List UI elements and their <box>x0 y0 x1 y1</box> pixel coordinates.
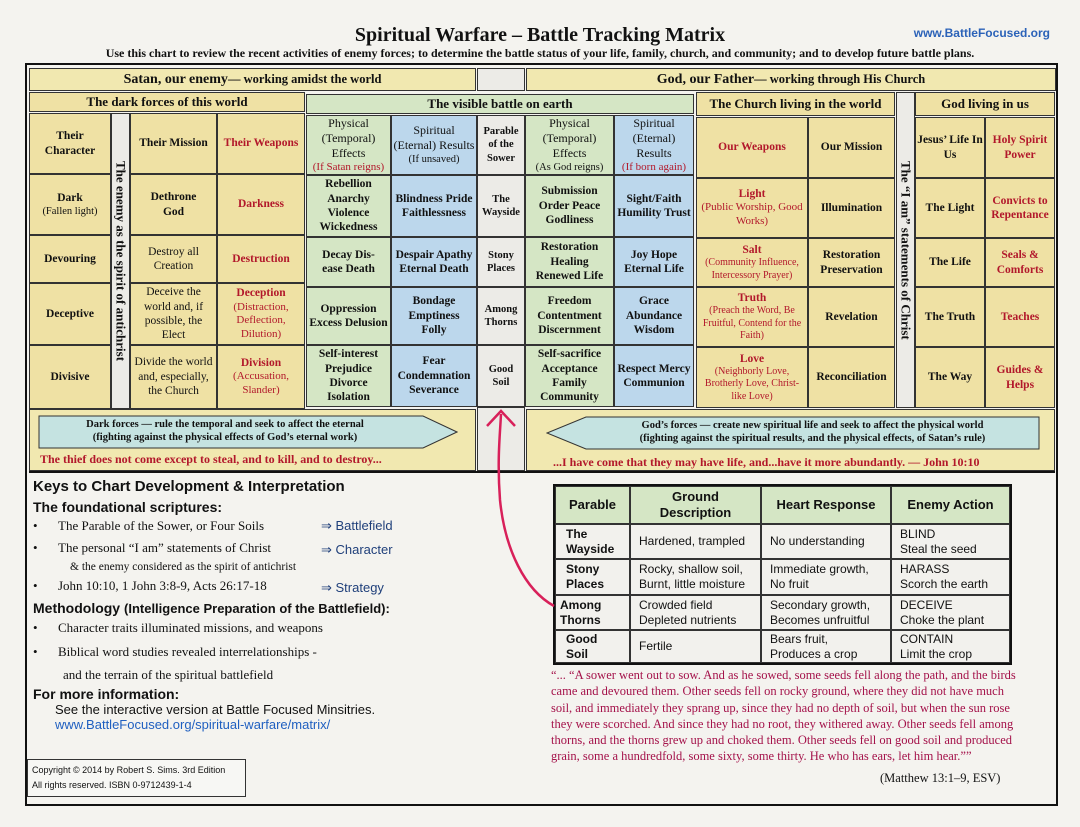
row4-physical-left-text: Self-interest Prejudice Divorce Isolation <box>318 348 379 404</box>
row3-our-weapon-sub: (Preach the Word, Be Fruitful, Contend for the Faith) <box>702 305 802 342</box>
row1-character-text: Dark <box>57 191 83 204</box>
antichrist-vertical-label: The enemy as the spirit of antichrist <box>111 113 130 409</box>
row4-spiritual-right-text: Respect Mercy Communion <box>617 362 691 389</box>
table-row1-enemy-detail: Steal the seed <box>900 541 977 556</box>
method-item-1: • Character traits illuminated missions, and weapons <box>33 620 323 635</box>
header-weapons: Their Weapons <box>217 113 305 174</box>
right-arrow-text: God’s forces — create new spiritual life and seek to affect the physical world <box>641 420 984 432</box>
table-row3-enemy <box>891 595 1010 630</box>
row2-mission-text: Destroy all Creation <box>148 245 199 272</box>
table-row2-enemy <box>891 559 1010 595</box>
header-our-weapons: Our Weapons <box>696 117 808 178</box>
row3-spirit: Teaches <box>985 287 1055 347</box>
row3-spiritual-right-text: Grace Abundance Wisdom <box>625 295 683 337</box>
row3-physical-right-text: Freedom Contentment Discernment <box>537 295 602 337</box>
row1-our-mission: Illumination <box>808 178 895 238</box>
keys-section <box>33 478 503 732</box>
row1-our-weapon <box>696 178 808 238</box>
god-title-suffix: — working through His Church <box>754 72 926 86</box>
section-church: The Church living in the world <box>696 92 895 116</box>
row2-jesus: The Life <box>915 238 985 287</box>
row2-our-weapon-text: Salt <box>742 243 762 256</box>
row4-jesus: The Way <box>915 347 985 408</box>
god-title: God, our Father <box>656 71 755 87</box>
key-item-note: & the enemy considered as the spirit of antichrist <box>70 561 297 573</box>
table-row1-ground: Hardened, trampled <box>630 524 761 559</box>
row2-our-weapon-sub: (Community Influence, Intercessory Prayer) <box>705 257 799 281</box>
red-curve-arrow <box>470 400 560 620</box>
center-gap <box>477 68 525 91</box>
row4-mission-text: Divide the world and, especially, the Church <box>134 356 213 398</box>
row3-our-weapon-text: Truth <box>737 292 767 305</box>
row2-spiritual-left-text: Despair Apathy Eternal Death <box>395 248 473 275</box>
row4-weapons <box>217 345 305 409</box>
row2-character: Devouring <box>29 235 111 283</box>
row2-spiritual-right <box>614 237 694 287</box>
methodology-heading <box>33 600 503 616</box>
satan-banner <box>29 68 476 91</box>
header-spiritual-right-text: Spiritual (Eternal) Results <box>632 115 676 160</box>
section-dark-forces: The dark forces of this world <box>29 92 305 112</box>
key-item-1: • The Parable of the Sower, or Four Soils ⇒ Battlefield <box>33 518 393 533</box>
row3-spiritual-right <box>614 287 694 345</box>
row1-physical-right <box>525 175 614 237</box>
verse-right: ...I have come that they may have life, and...have it more abundantly. — John 10:10 <box>553 455 980 469</box>
key-item-3: • John 10:10, 1 John 3:8-9, Acts 26:17-18 ⇒ Strategy <box>33 578 384 595</box>
row3-weapons-text: Deception <box>236 287 286 300</box>
row4-physical-right-text: Self-sacrifice Acceptance Family Community <box>537 348 602 404</box>
table-row1-enemy <box>891 524 1010 559</box>
section-god-in-us: God living in us <box>915 92 1055 116</box>
row3-jesus: The Truth <box>915 287 985 347</box>
scripture-reference: (Matthew 13:1–9, ESV) <box>880 771 1001 785</box>
table-row3-ground: Crowded field Depleted nutrients <box>630 595 761 630</box>
row4-our-weapon <box>696 347 808 408</box>
row4-character: Divisive <box>29 345 111 409</box>
header-character: Their Character <box>29 113 111 174</box>
row4-our-mission: Reconciliation <box>808 347 895 408</box>
header-physical-right-sub: (As God reigns) <box>535 161 604 173</box>
row2-spiritual-right-text: Joy Hope Eternal Life <box>624 248 684 275</box>
row3-mission-text: Deceive the world and, if possible, the Elect <box>143 286 204 342</box>
table-header-enemy: Enemy Action <box>891 486 1010 524</box>
method-note: and the terrain of the spiritual battlefield <box>63 667 274 682</box>
table-row3-enemy-detail: Choke the plant <box>900 612 985 627</box>
god-banner <box>526 68 1056 91</box>
row1-physical-left <box>306 175 391 237</box>
row3-weapons-sub: (Distraction, Deflection, Dilution) <box>233 300 289 341</box>
right-arrow <box>590 417 1035 449</box>
table-row2-parable: Stony Places <box>555 559 630 595</box>
row3-weapons <box>217 283 305 345</box>
row4-physical-left <box>306 345 391 407</box>
row2-weapons: Destruction <box>217 235 305 283</box>
keys-title: Keys to Chart Development & Interpretation <box>33 478 345 495</box>
header-spiritual-left <box>391 115 477 175</box>
more-info-link[interactable]: www.BattleFocused.org/spiritual-warfare/matrix/ <box>55 717 331 732</box>
left-arrow <box>40 416 410 448</box>
header-spiritual-left-text: Spiritual (Eternal) Results <box>393 123 475 153</box>
key-item-2: • The personal “I am” statements of Christ ⇒ Character <box>33 540 393 557</box>
copyright-line1: Copyright © 2014 by Robert S. Sims. 3rd Edition <box>32 765 226 775</box>
row2-physical-right <box>525 237 614 287</box>
header-physical-right <box>525 115 614 175</box>
method-item-2: • Biblical word studies revealed interrelationships - <box>33 644 317 659</box>
more-info-title: For more information: <box>33 686 180 702</box>
method-item-2-text: Biblical word studies revealed interrelationships - <box>58 644 317 659</box>
row1-spiritual-right-text: Sight/Faith Humility Trust <box>617 192 691 219</box>
table-row3-parable: Among Thorns <box>555 595 630 630</box>
row1-parable: The Wayside <box>477 175 525 237</box>
row4-our-weapon-text: Love <box>739 352 765 365</box>
row3-mission <box>130 283 217 345</box>
table-header-ground: Ground Description <box>630 486 761 524</box>
table-row1-enemy-action: BLIND <box>900 526 936 541</box>
table-row4-ground: Fertile <box>630 630 761 663</box>
row1-spiritual-left <box>391 175 477 237</box>
table-header-parable: Parable <box>555 486 630 524</box>
header-mission: Their Mission <box>130 113 217 174</box>
row3-spiritual-left-text: Bondage Emptiness Folly <box>408 295 460 337</box>
header-spiritual-left-sub: (If unsaved) <box>408 154 460 166</box>
site-url-link[interactable]: www.BattleFocused.org <box>913 26 1050 40</box>
foundational-title: The foundational scriptures: <box>33 499 223 515</box>
row3-our-weapon <box>696 287 808 347</box>
scripture-quote: “... “A sower went out to sow. And as he sowed, some seeds fell along the path, and the birds came and devoured them. Other seeds fell on rocky ground, where they did not have much soil, and immediately they sprang up, since they had no depth of soil, but when the sun rose they were scorched. And since they had no root, they withered away. Other seeds fell among thorns, and the thorns grew up and choked them. Other seeds fell on good soil and produced grain, some a hundredfold, some sixty, some thirty. He who has ears, let him hear.”” <box>551 668 1016 764</box>
row3-spiritual-left <box>391 287 477 345</box>
table-header-heart: Heart Response <box>761 486 891 524</box>
copyright-line2: All rights reserved. ISBN 0-9712439-1-4 <box>32 780 192 791</box>
table-row3-heart: Secondary growth, Becomes unfruitful <box>761 595 891 630</box>
header-physical-left-text: Physical (Temporal) Effects <box>321 115 376 160</box>
key-item-2-text: The personal “I am” statements of Christ <box>58 540 271 555</box>
header-spiritual-right <box>614 115 694 175</box>
row4-spiritual-right <box>614 345 694 407</box>
row1-spiritual-left-text: Blindness Pride Faithlessness <box>395 192 473 219</box>
key-item-1-text: The Parable of the Sower, or Four Soils <box>58 518 265 533</box>
row3-parable: Among Thorns <box>477 287 525 345</box>
key-item-1-ref: ⇒ Battlefield <box>321 518 393 533</box>
row4-weapons-sub: (Accusation, Slander) <box>233 370 289 397</box>
table-row2-ground: Rocky, shallow soil, Burnt, little moisture <box>630 559 761 595</box>
copyright-box <box>27 759 246 797</box>
row1-jesus: The Light <box>915 178 985 238</box>
header-our-mission: Our Mission <box>808 117 895 178</box>
key-item-2-ref: ⇒ Character <box>321 542 393 557</box>
header-parable: Parable of the Sower <box>477 115 525 175</box>
row1-physical-left-text: Rebellion Anarchy Violence Wickedness <box>319 178 378 234</box>
page-title: Spiritual Warfare – Battle Tracking Matrix <box>354 24 726 46</box>
row1-spirit: Convicts to Repentance <box>985 178 1055 238</box>
more-info-text: See the interactive version at Battle Focused Minsitries. <box>55 702 376 717</box>
satan-title-suffix: — working amidst the world <box>227 72 382 86</box>
row1-our-weapon-sub: (Public Worship, Good Works) <box>701 201 803 228</box>
left-arrow-text: Dark forces — rule the temporal and seek to affect the eternal <box>86 419 364 431</box>
row4-weapons-text: Division <box>240 357 282 370</box>
row4-mission <box>130 345 217 409</box>
row3-physical-right <box>525 287 614 345</box>
row2-spiritual-left <box>391 237 477 287</box>
row3-physical-left-text: Oppression Excess Delusion <box>309 302 388 329</box>
row1-character-sub: (Fallen light) <box>42 206 98 218</box>
table-row1-heart: No understanding <box>761 524 891 559</box>
row2-physical-left <box>306 237 391 287</box>
header-physical-left-sub: (If Satan reigns) <box>312 160 385 173</box>
row4-spirit: Guides & Helps <box>985 347 1055 408</box>
right-arrow-sub: (fighting against the spiritual results, and the physical effects, of Satan’s rule) <box>639 433 986 444</box>
table-row4-heart: Bears fruit, Produces a crop <box>761 630 891 663</box>
methodology-title: Methodology <box>33 600 121 616</box>
row1-mission <box>130 174 217 235</box>
row2-spirit: Seals & Comforts <box>985 238 1055 287</box>
row4-spiritual-left <box>391 345 477 407</box>
row2-mission <box>130 235 217 283</box>
row4-our-weapon-sub: (Neighborly Love, Brotherly Love, Christ-like Love) <box>704 365 800 402</box>
table-row1-parable: The Wayside <box>555 524 630 559</box>
methodology-sub: (Intelligence Preparation of the Battlefield): <box>124 601 390 616</box>
table-row4-enemy <box>891 630 1010 663</box>
table-row3-enemy-action: DECEIVE <box>900 597 953 612</box>
header-physical-left <box>306 115 391 175</box>
header-physical-right-text: Physical (Temporal) Effects <box>542 115 597 160</box>
row1-our-weapon-text: Light <box>738 188 766 201</box>
row3-physical-left <box>306 287 391 345</box>
table-row2-enemy-action: HARASS <box>900 562 950 576</box>
method-item-1-text: Character traits illuminated missions, and weapons <box>58 620 323 635</box>
parable-table <box>553 484 1012 665</box>
row3-character: Deceptive <box>29 283 111 345</box>
satan-title: Satan, our enemy <box>123 71 228 87</box>
row3-our-mission: Revelation <box>808 287 895 347</box>
row1-physical-right-text: Submission Order Peace Godliness <box>538 185 601 227</box>
table-row4-enemy-action: CONTAIN <box>900 631 954 646</box>
table-row4-enemy-detail: Limit the crop <box>900 646 973 661</box>
row4-parable: Good Soil <box>477 345 525 407</box>
page-subtitle: Use this chart to review the recent activities of enemy forces; to determine the battle status of your life, family, church, and community; and to develop future battle plans. <box>105 46 975 60</box>
row2-physical-right-text: Restoration Healing Renewed Life <box>535 241 604 283</box>
section-visible-battle: The visible battle on earth <box>306 94 694 114</box>
row2-parable: Stony Places <box>477 237 525 287</box>
key-item-3-ref: ⇒ Strategy <box>321 580 384 595</box>
iam-vertical-label: The “I am” statements of Christ <box>896 92 915 408</box>
row1-character <box>29 174 111 235</box>
row1-weapons: Darkness <box>217 174 305 235</box>
header-jesus-life: Jesus’ Life In Us <box>915 117 985 178</box>
key-item-3-text: John 10:10, 1 John 3:8-9, Acts 26:17-18 <box>58 578 267 593</box>
row4-physical-right <box>525 345 614 407</box>
verse-left: The thief does not come except to steal, and to kill, and to destroy... <box>40 452 382 466</box>
table-row4-parable: Good Soil <box>555 630 630 663</box>
row2-our-mission: Restoration Preservation <box>808 238 895 287</box>
row2-our-weapon <box>696 238 808 287</box>
left-arrow-sub: (fighting against the physical effects of God’s eternal work) <box>92 432 358 443</box>
table-row2-enemy-detail: Scorch the earth <box>900 577 989 591</box>
row1-mission-text: Dethrone God <box>150 191 197 218</box>
row2-physical-left-text: Decay Dis-ease Death <box>322 248 375 275</box>
row1-spiritual-right <box>614 175 694 237</box>
table-row2-heart: Immediate growth, No fruit <box>761 559 891 595</box>
header-spiritual-right-sub: (If born again) <box>621 160 687 173</box>
header-holy-spirit: Holy Spirit Power <box>985 117 1055 178</box>
row4-spiritual-left-text: Fear Condemnation Severance <box>397 355 471 397</box>
